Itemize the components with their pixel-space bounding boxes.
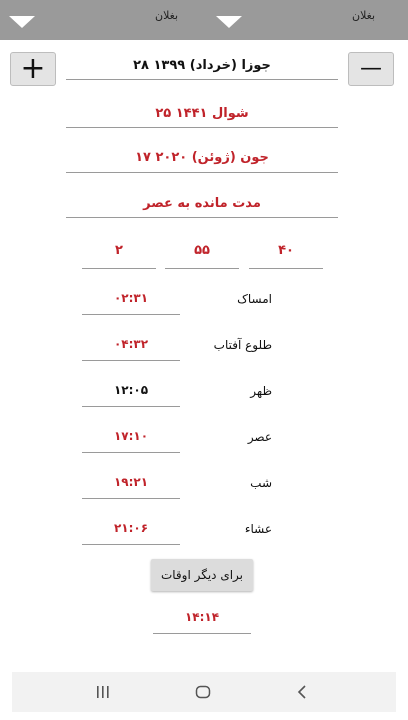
- divider: [82, 268, 156, 269]
- divider: [249, 268, 323, 269]
- prayer-name: امساک: [237, 292, 272, 306]
- current-time: ۱۴:۱۴: [184, 610, 220, 624]
- countdown-hours: ۲: [115, 243, 123, 258]
- hijri-date: ۲۵ شوال ۱۴۴۱: [155, 106, 249, 121]
- next-day-button[interactable]: [10, 52, 56, 86]
- home-icon[interactable]: [195, 684, 211, 700]
- other-times-label: برای دیگر اوقات: [160, 568, 244, 582]
- city-spinner-right-label: بغلان: [352, 9, 376, 22]
- countdown-minutes: ۵۵: [194, 243, 210, 258]
- city-spinner-left-label: بغلان: [155, 9, 179, 22]
- prayer-time: ۰۲:۳۱: [113, 291, 149, 305]
- solar-date: ۲۸ جوزا (خرداد) ۱۳۹۹: [133, 58, 271, 73]
- prayer-time: ۱۷:۱۰: [113, 429, 149, 443]
- divider: [82, 406, 180, 407]
- prayer-name: عصر: [247, 430, 272, 444]
- system-nav-bar: [12, 672, 396, 712]
- divider: [66, 172, 338, 173]
- divider: [82, 360, 180, 361]
- back-icon[interactable]: [296, 684, 308, 700]
- divider: [153, 633, 251, 634]
- divider: [82, 544, 180, 545]
- minus-icon: —: [360, 56, 382, 81]
- divider: [82, 314, 180, 315]
- gregorian-date: ۱۷ جون (ژوئن) ۲۰۲۰: [135, 150, 269, 165]
- dropdown-arrow-icon: [216, 16, 242, 28]
- city-spinner-left[interactable]: [0, 0, 185, 40]
- prayer-name: عشاء: [244, 522, 272, 536]
- prayer-time: ۱۲:۰۵: [113, 383, 149, 397]
- divider: [66, 79, 338, 80]
- dropdown-arrow-icon: [9, 16, 35, 28]
- prayer-time: ۰۴:۳۲: [113, 337, 149, 351]
- prayer-name: شب: [250, 476, 272, 490]
- prayer-name: طلوع آفتاب: [213, 338, 272, 352]
- prayer-time: ۱۹:۲۱: [113, 475, 149, 489]
- recents-icon[interactable]: [95, 685, 111, 699]
- divider: [66, 217, 338, 218]
- prayer-name: ظهر: [250, 384, 272, 398]
- top-bar: [0, 0, 408, 40]
- countdown-title: مدت مانده به عصر: [143, 196, 261, 211]
- divider: [82, 498, 180, 499]
- countdown-seconds: ۴۰: [278, 243, 294, 258]
- divider: [66, 127, 338, 128]
- divider: [82, 452, 180, 453]
- other-times-button[interactable]: [151, 559, 253, 591]
- city-spinner-right[interactable]: [205, 0, 408, 40]
- divider: [165, 268, 239, 269]
- plus-icon: +: [20, 51, 46, 86]
- previous-day-button[interactable]: [348, 52, 394, 86]
- prayer-time: ۲۱:۰۶: [113, 521, 149, 535]
